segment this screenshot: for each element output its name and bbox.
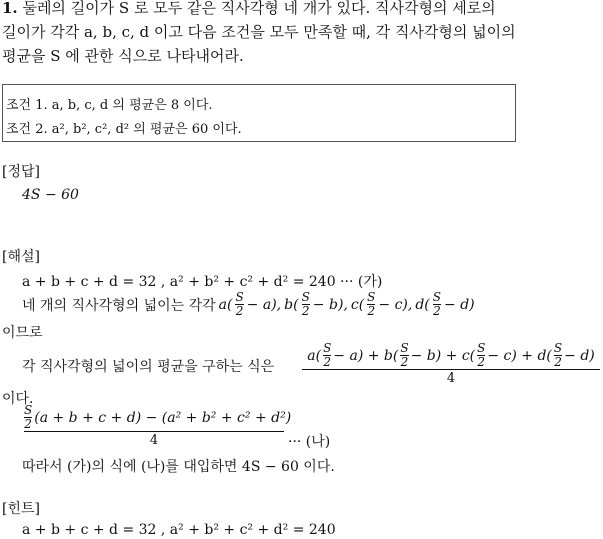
expanded-denominator: 4 [149,433,159,448]
fraction-s-over-2 [323,342,331,369]
fraction-denominator: 2 [433,304,441,318]
average-area-numerator [307,342,595,369]
fraction-denominator: 2 [235,304,244,318]
solution-line-2 [22,291,475,318]
fraction-s-over-2 [235,291,243,318]
problem-number: 1. [2,0,18,17]
fraction-s-over-2 [433,291,441,318]
fraction-denominator: 2 [400,355,409,369]
solution-equation-1: a + b + c + d = 32 , a² + b² + c² + d² = 240 ··· (가) [22,274,383,290]
fraction-numerator: S [323,341,332,355]
area-term-d-close: − d) [444,296,475,313]
fraction-numerator: S [553,341,563,355]
numer-term-a: a( [307,347,322,364]
fraction-s-over-2 [554,342,562,369]
problem-line-1 [2,0,496,18]
fraction-bar [302,369,600,370]
area-term-a-open: a( [218,296,233,313]
expanded-numerator-rest: (a + b + c + d) − (a² + b² + c² + d²) [34,409,292,426]
fraction-numerator: S [24,403,33,417]
solution-line-2-prefix: 네 개의 직사각형의 넓이는 각각 [22,297,216,314]
fraction-s-over-2 [400,342,408,369]
fraction-bar [24,431,284,432]
fraction-numerator: S [301,290,310,304]
numer-term-b: − a) + b( [333,347,399,364]
fraction-numerator: S [235,290,244,304]
area-term-c-close: − c), [378,296,413,313]
equation-tag-na: ··· (나) [288,434,331,450]
expanded-average-fraction [24,404,291,448]
fraction-numerator: S [367,290,376,304]
solution-line-5: 이다. [2,391,34,407]
area-term-d-open: d( [415,296,430,313]
fraction-numerator: S [477,341,486,355]
area-term-b-close: − b), [312,296,348,313]
problem-line-2: 길이가 각각 a, b, c, d 이고 다음 조건을 모두 만족할 때, 각 직사각형의 넓이의 [2,23,516,41]
answer-label: [정답] [2,164,40,180]
area-term-b-open: b( [284,296,299,313]
fraction-s-over-2 [367,291,375,318]
fraction-numerator: S [432,290,442,304]
fraction-denominator: 2 [301,304,310,318]
solution-label: [해설] [2,249,40,265]
hint-label: [힌트] [2,501,40,517]
solution-line-4: 각 직사각형의 넓이의 평균을 구하는 식은 [22,359,275,375]
area-term-c-open: c( [350,296,365,313]
solution-line-3: 이므로 [2,325,43,341]
fraction-denominator: 2 [323,355,331,369]
average-area-denominator: 4 [446,371,456,386]
expanded-numerator [24,404,291,431]
condition-2: 조건 2. a², b², c², d² 의 평균은 60 이다. [6,122,242,137]
fraction-denominator: 2 [554,355,562,369]
condition-1: 조건 1. a, b, c, d 의 평균은 8 이다. [6,98,213,113]
average-area-fraction [302,342,600,386]
fraction-numerator: S [400,341,409,355]
answer-value: 4S − 60 [22,187,79,203]
area-term-a-close: − a), [246,296,282,313]
fraction-s-over-2 [302,291,310,318]
numer-term-d: − c) + d( [487,347,552,364]
solution-conclusion: 따라서 (가)의 식에 (나)를 대입하면 4S − 60 이다. [22,459,335,475]
fraction-denominator: 2 [367,304,376,318]
fraction-s-over-2 [24,404,32,431]
fraction-denominator: 2 [24,417,32,431]
problem-line-3: 평균을 S 에 관한 식으로 나타내어라. [2,47,244,65]
numer-term-c: − b) + c( [410,347,476,364]
fraction-s-over-2 [477,342,485,369]
numer-term-end: − d) [564,347,595,364]
problem-text-1: 둘레의 길이가 S 로 모두 같은 직사각형 네 개가 있다. 직사각형의 세로의 [22,0,496,17]
hint-equation: a + b + c + d = 32 , a² + b² + c² + d² = 240 [22,522,336,538]
fraction-denominator: 2 [477,355,486,369]
